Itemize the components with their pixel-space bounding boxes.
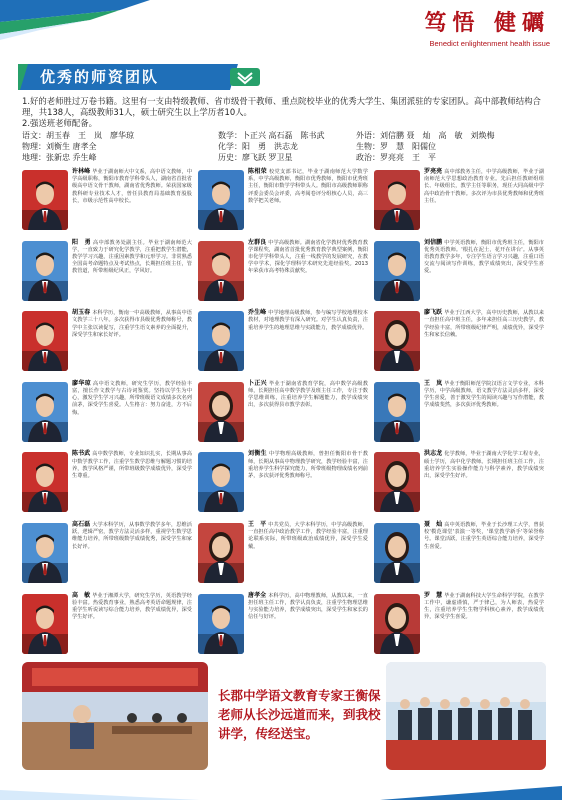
staff-row: [22, 152, 542, 163]
teacher-bio-text: 高中语文教师，研究生学历，教学经验丰富，擅长作文教学与古诗词鉴赏。坚持以学生为中心，激发学生学习兴趣，所带班级语文成绩多次名列前茅，深受学生喜爱。人生格言：努力奋进，方不后悔。: [72, 380, 192, 416]
staff-cell: 地理：张新忠 乔生峰: [22, 153, 97, 162]
teacher-card: [22, 380, 194, 456]
teacher-photo: [22, 170, 68, 230]
teacher-bio: [424, 239, 544, 276]
teacher-photo: [374, 382, 420, 442]
teacher-bio: [248, 380, 368, 410]
teacher-name: 聂 灿: [424, 521, 443, 528]
teacher-card: [22, 521, 194, 597]
teacher-name: 罗亮亮: [424, 168, 443, 175]
teacher-card: [374, 168, 546, 244]
group-photo: [386, 662, 546, 770]
teacher-photo: [198, 241, 244, 301]
teacher-card: [374, 239, 546, 315]
staff-row: [22, 130, 542, 141]
teacher-photo: [22, 382, 68, 442]
teacher-card: [198, 168, 370, 244]
staff-cell: 政治：罗亮亮 王 平: [356, 153, 436, 162]
teacher-name: 陈相荣: [248, 168, 267, 175]
staff-cell: 历史：廖飞跃 罗卫星: [218, 153, 293, 162]
teacher-bio-text: 本科学历，高中物理教师，从教以来，一直担任班主任工作，教学认真负责，注重学生物理思维与实验能力培养，教学成绩突出，深受学生和家长的信任与好评。: [248, 592, 368, 621]
teacher-photo: [22, 452, 68, 512]
teacher-photo: [22, 594, 68, 654]
teacher-name: 王 平: [248, 521, 267, 528]
teacher-photo: [198, 452, 244, 512]
teacher-card: [198, 592, 370, 668]
teacher-card: [22, 592, 194, 668]
teacher-bio: [424, 168, 544, 205]
teacher-photo: [374, 452, 420, 512]
teacher-photo: [198, 594, 244, 654]
teacher-bio: [72, 168, 192, 205]
teacher-bio: [72, 521, 192, 551]
lecture-photo: [22, 662, 208, 770]
teacher-bio-text: 高中英语教师，毕业于长沙理工大学，曾获校'模范课堂'表演一等奖，'课堂教学新手'等荣誉称号。课堂活跃，注重学生英语综合能力培养，深受学生喜爱。: [424, 522, 544, 550]
teacher-bio: [424, 592, 544, 622]
teacher-bio-text: 毕业于湖南省教育学院，高中数学高级教师，长期担任高中数学教学及班主任工作，专注于数学思维训练，注重培养学生解题能力，教学成绩突出，多次获得县市教学表彰。: [248, 380, 368, 409]
teacher-bio: [424, 521, 544, 551]
teacher-name: 高 敏: [72, 591, 91, 599]
teacher-name: 阳 勇: [72, 238, 91, 246]
teacher-bio: [72, 309, 192, 339]
teacher-name: 许林峰: [72, 168, 91, 175]
staff-cell: 化学：阳 勇 洪志龙: [218, 142, 298, 151]
teacher-name: 罗 慧: [424, 591, 443, 599]
teacher-bio: [248, 450, 368, 480]
teacher-card: [198, 450, 370, 526]
staff-cell: 物理：刘衡生 唐孝全: [22, 142, 97, 151]
teacher-bio-text: 本科学历，衡南一中高级教师，从事高中语文教学三十八年。多次获得市县级优秀教师称号，教学中主张以读促写，注重学生语文素养的全面提升，深受学生和家长好评。: [72, 310, 192, 338]
section-title: 优秀的师资团队: [40, 68, 160, 86]
teacher-bio-text: 毕业于江西大学，高中历史教师，从教以来一直担任高中班主任，多年来担任高三历史教学，教学经验丰富，所带班级纪律严明，成绩优异，深受学生和家长信赖。: [424, 310, 544, 338]
staff-cell: 外语：刘信鹏 聂 灿 高 敏 刘焕梅: [356, 131, 495, 140]
teacher-bio-text: 中学地理高级教师，参与编写学校地理校本教材，对地理教学有深入研究。对学生认真负责，注重培养学生的地理思维与实践能力，教学成绩优异。: [248, 310, 368, 331]
teacher-bio: [424, 450, 544, 480]
teacher-bio-text: 高中数学教师，专业知识扎实，长期从事高中数学教学工作，注重学生数学思维与解题习惯的培养，教学风格严谨，所带班级数学成绩优异，深受学生尊重。: [72, 451, 192, 479]
teacher-photo: [374, 311, 420, 371]
teacher-bio-text: 高中部教务主任，中学高级教师，毕业于湖南师范大学思想政治教育专业。先后担任教研组组长、年级组长，教学主任等职务，现任大同高级中学高中政治骨干教师。多次评为市县优秀教师和优秀班主任。: [424, 169, 544, 204]
teacher-bio: [248, 521, 368, 551]
teacher-bio: [248, 309, 368, 332]
teacher-name: 廖飞跃: [424, 309, 443, 317]
teacher-name: 卜正兴: [248, 379, 267, 387]
teacher-card: [22, 168, 194, 244]
teacher-bio-text: 高中部教务处副主任。毕业于湖南师范大学，一直致力于研究化学教学，注重把教学生潜能，教学学习兴趣，注重因素教学和元形学习。非常熟悉全国高考命题特点及考试热点，长期担任班主任，管教管道，所带班级纪风正，学风好。: [72, 239, 192, 275]
teacher-photo: [198, 523, 244, 583]
page-header: [0, 0, 562, 66]
footer-decoration: [0, 786, 562, 800]
teacher-name: 陈书武: [72, 450, 91, 458]
teacher-bio-text: 化学教师，毕业于湖南大学化学工程专业，硕士学历，高中化学教师。长期担任班主任工作，注重培养学生实验操作能力与科学素养，教学成绩突出，深受学生好评。: [424, 451, 544, 479]
teacher-name: 刘信鹏: [424, 238, 443, 246]
staff-assignment-table: [22, 130, 542, 163]
teacher-photo: [22, 241, 68, 301]
teacher-photo: [374, 594, 420, 654]
teacher-card: [198, 239, 370, 315]
teacher-photo: [22, 311, 68, 371]
masthead-title: 笃悟 健礪: [424, 10, 550, 36]
teacher-name: 刘衡生: [248, 450, 267, 458]
teacher-bio: [248, 592, 368, 622]
teacher-bio-text: 毕业于衡阳师范学院汉语言文学专业，本科学历，中学高级教师，语文教学方法灵活多样，深受学生喜爱，善于激发学生的阅读兴趣与写作潜能，教学成绩斐然，多次获评优秀教师。: [424, 380, 544, 409]
teacher-bio: [72, 239, 192, 276]
teacher-card: [198, 309, 370, 385]
teacher-name: 胡玉春: [72, 309, 91, 317]
teacher-bio: [248, 239, 368, 276]
teacher-bio: [72, 450, 192, 480]
teacher-photo: [22, 523, 68, 583]
teacher-bio-text: 中共党员，大学本科学历，中学高级教师，一直担任高中政治教学工作，教学经验丰富，注重理论联系实际，所带班级政治成绩优异，深受学生爱戴。: [248, 522, 368, 550]
teacher-bio: [72, 380, 192, 417]
teacher-card: [374, 592, 546, 668]
teacher-card: [22, 450, 194, 526]
teacher-name: 左群良: [248, 238, 267, 246]
teacher-name: 高石磊: [72, 521, 91, 528]
intro-paragraph-1: 1.好的老师胜过万卷书籍。这里有一支由特级教师、省市级骨干教师、重点院校毕业的优秀大学生、集团派驻的专家团队。高中部教师结构合理，共138人，高级教师31人，硕士研究生以上学历者10人。: [22, 96, 541, 117]
masthead-subtitle: Benedict enlightenment health issue: [429, 39, 550, 48]
teacher-bio-text: 中学英语教师，衡阳市优秀班主任，衡阳市优秀英语教师。'根扎在泥土，花开在讲台'。从事英语教育教学多年，专注学生语言学习兴趣，注重口语交流与阅读写作训练，教学成绩突出，深受学生喜爱。: [424, 239, 544, 275]
teacher-card: [374, 450, 546, 526]
teacher-card: [198, 380, 370, 456]
teacher-photo: [198, 311, 244, 371]
teacher-card: [22, 309, 194, 385]
teacher-bio-text: 毕业于湖南师大中文系，高中语文教师，中学高级职称，衡阳市教育学科带头人，湖南省首批省级高中语文骨干教师，湖南省优秀教师。荣获国家级教科研专业技术人才，曾任县教育局基础教育股股长，市级示范性高中校长。: [72, 169, 192, 204]
bottom-caption: 长郡中学语文教育专家王衡保老师从长沙远道而来，到我校讲学，传经送宝。: [218, 688, 381, 741]
teacher-bio-text: 毕业于湖南科技大学生命科学学院，在教学工作中，谦虚谨慎，严于律己，为人师表，热爱学生，注重培养学生生物学科核心素养，教学成绩优异，深受学生喜爱。: [424, 592, 544, 621]
teacher-card: [198, 521, 370, 597]
teacher-card: [22, 239, 194, 315]
teacher-photo: [374, 523, 420, 583]
teacher-bio: [248, 168, 368, 205]
teacher-photo: [198, 170, 244, 230]
teacher-photo: [198, 382, 244, 442]
teacher-name: 廖华琼: [72, 379, 91, 387]
staff-cell: 数学：卜正兴 高石磊 陈书武: [218, 131, 325, 140]
staff-row: [22, 141, 542, 152]
staff-cell: 生物：罗 慧 阳儒位: [356, 142, 436, 151]
teacher-bio-text: 中学高级教师。湖南省化学教材优秀教育教学课程奖，湖南省首批优秀教育教学典型案例，衡阳市化学学科带头人，注重一线教学的发展研究，在教学中学术，探化学理科学术研究先进经验奖。2013年荣获市高考特殊贡献奖。: [248, 239, 368, 275]
staff-cell: 语文：胡玉春 王 岚 廖华琼: [22, 131, 134, 140]
teacher-name: 王 岚: [424, 379, 443, 387]
intro-text: [22, 96, 542, 129]
teacher-bio: [424, 380, 544, 410]
teacher-bio-text: 大学本科学历，从事数学教学多年，思维活跃，逻辑严密，教学方法灵活多样，重视学生数学思维能力培养，所带班级数学成绩优秀，深受学生和家长好评。: [72, 522, 192, 550]
teacher-photo: [374, 170, 420, 230]
teacher-bio-text: 毕业于湘潭大学，研究生学历，英语教学经验丰富。热爱教育事业，熟悉高考英语命题规律，注重学生听说读写综合能力培养，教学成绩优异，深受学生好评。: [72, 592, 192, 621]
teacher-card: [374, 380, 546, 456]
teacher-card: [374, 309, 546, 385]
teacher-bio: [424, 309, 544, 339]
teacher-name: 唐孝全: [248, 591, 267, 599]
teacher-bio-text: 校党支部书记，毕业于湖南师范大学数学系，中学高级教师，衡阳市优秀教师，衡阳市优秀班主任，衡阳市数学学科带头人。衡阳市高级教师职称评委会委员会评委，高考阅卷评分组核心人员，高三数学把关老师。: [248, 169, 368, 204]
teacher-photo: [374, 241, 420, 301]
intro-paragraph-2: 2.强送班老师配备。: [22, 118, 97, 128]
teacher-name: 洪志龙: [424, 450, 443, 458]
masthead: [424, 6, 550, 48]
corner-decoration: [0, 0, 150, 40]
teacher-name: 乔生峰: [248, 309, 267, 317]
teacher-bio-text: 中学物理高级教师，曾担任衡阳市骨干教师，长期从事高中物理教学研究，教学经验丰富，注重培养学生科学探究能力，所带班级物理成绩名列前茅，多次获评优秀教师称号。: [248, 451, 368, 479]
teacher-card: [374, 521, 546, 597]
teacher-bio: [72, 592, 192, 622]
